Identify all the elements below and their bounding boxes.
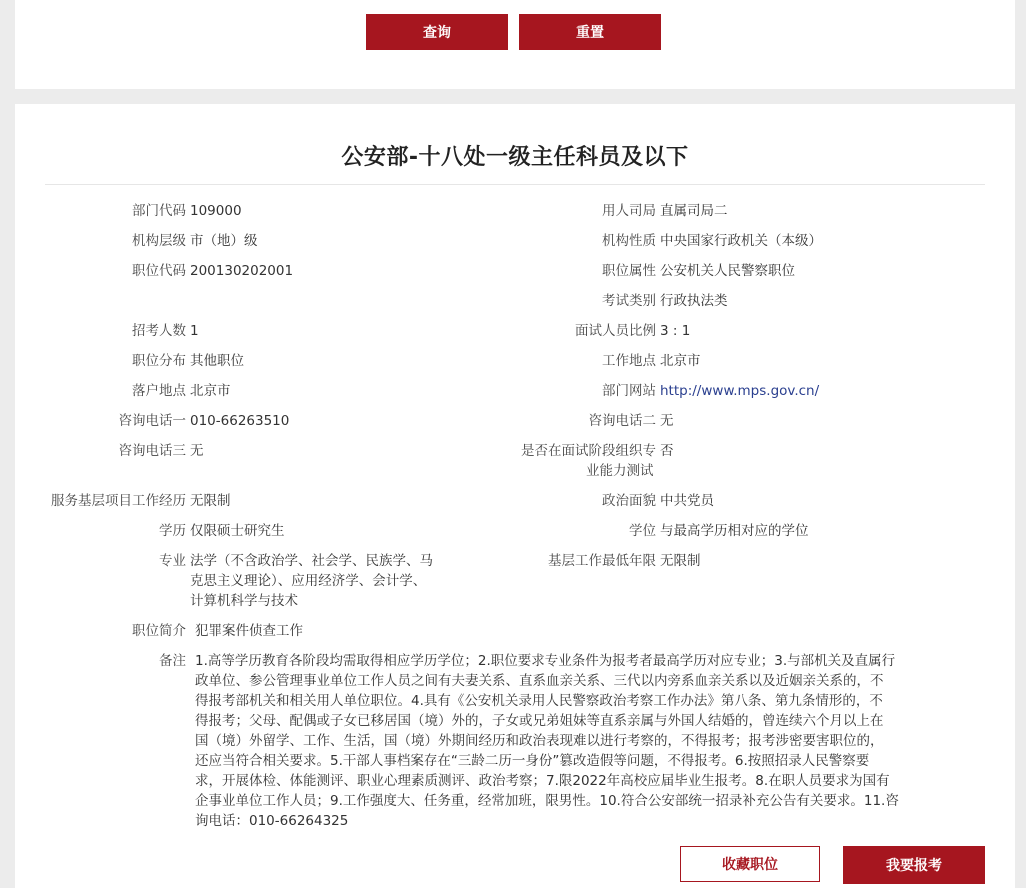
remarks-label: 备注 [159, 653, 186, 669]
org-nature-value: 中央国家行政机关（本级） [660, 233, 822, 249]
special-test-label-line1: 是否在面试阶段组织专 [521, 443, 656, 459]
degree-value: 与最高学历相对应的学位 [660, 523, 809, 539]
dept-code-value: 109000 [190, 203, 242, 219]
min-years-label: 基层工作最低年限 [548, 553, 656, 569]
hukou-location-value: 北京市 [190, 383, 231, 399]
hiring-bureau-value: 直属司局二 [660, 203, 728, 219]
phone1-value: 010-66263510 [190, 413, 290, 429]
education-label: 学历 [159, 523, 186, 539]
org-level-value: 市（地）级 [190, 233, 258, 249]
grassroots-project-value: 无限制 [190, 493, 231, 509]
reset-button[interactable]: 重置 [519, 14, 661, 50]
education-value: 仅限硕士研究生 [190, 523, 285, 539]
position-code-label: 职位代码 [132, 263, 186, 279]
special-test-value: 否 [660, 443, 674, 459]
position-dist-value: 其他职位 [190, 353, 244, 369]
dept-website-label: 部门网站 [602, 383, 656, 399]
dept-website-link[interactable]: http://www.mps.gov.cn/ [660, 383, 820, 399]
major-value-line3: 计算机科学与技术 [190, 593, 298, 609]
search-panel [15, 0, 1015, 89]
exam-type-value: 行政执法类 [660, 293, 728, 309]
interview-ratio-label: 面试人员比例 [575, 323, 656, 339]
position-attr-value: 公安机关人民警察职位 [660, 263, 795, 279]
remarks-line: 得报考；父母、配偶或子女已移居国（境）外的，子女或兄弟姐妹等直系亲属与外国人结婚的，曾连续六个月以上在 [195, 713, 884, 729]
remarks-line: 企事业单位工作人员；9.工作强度大、任务重，经常加班，限男性。10.符合公安部统一招录补充公告有关要求。11.咨 [195, 793, 899, 809]
remarks-line: 政单位、参公管理事业单位工作人员之间有夫妻关系、直系血亲关系、三代以内旁系血亲关系以及近姻亲关系的，不 [195, 673, 884, 689]
query-button[interactable]: 查询 [366, 14, 508, 50]
work-location-value: 北京市 [660, 353, 701, 369]
remarks-line: 求，开展体检、体能测评、职业心理素质测评、政治考察；7.限2022年高校应届毕业生报考。8.在职人员要求为国有 [195, 773, 890, 789]
apply-button[interactable]: 我要报考 [843, 846, 985, 884]
recruit-count-value: 1 [190, 323, 199, 339]
remarks-text [195, 651, 935, 831]
remarks-line: 询电话：010-66264325 [195, 813, 349, 829]
position-dist-label: 职位分布 [132, 353, 186, 369]
description-value: 犯罪案件侦查工作 [195, 623, 303, 639]
remarks-line: 得报考部机关和相关用人单位职位。4.具有《公安机关录用人民警察政治考察工作办法》第八条、第九条情形的，不 [195, 693, 883, 709]
org-level-label: 机构层级 [132, 233, 186, 249]
interview-ratio-value: 3 : 1 [660, 323, 691, 339]
title-divider [45, 184, 985, 185]
description-label: 职位简介 [132, 623, 186, 639]
phone2-value: 无 [660, 413, 674, 429]
min-years-value: 无限制 [660, 553, 701, 569]
major-label: 专业 [159, 553, 186, 569]
degree-label: 学位 [629, 523, 656, 539]
work-location-label: 工作地点 [602, 353, 656, 369]
job-title: 公安部-十八处一级主任科员及以下 [341, 145, 689, 170]
hiring-bureau-label: 用人司局 [602, 203, 656, 219]
phone1-label: 咨询电话一 [118, 413, 186, 429]
political-status-value: 中共党员 [660, 493, 714, 509]
major-value-line2: 克思主义理论）、应用经济学、会计学、 [190, 573, 427, 589]
position-code-value: 200130202001 [190, 263, 294, 279]
political-status-label: 政治面貌 [602, 493, 656, 509]
major-value-line1: 法学（不含政治学、社会学、民族学、马 [190, 553, 433, 569]
phone3-value: 无 [190, 443, 204, 459]
remarks-line: 还应当符合相关要求。5.干部人事档案存在“三龄二历一身份”篡改造假等问题，不得报考。6.按照招录人民警察要 [195, 753, 870, 769]
exam-type-label: 考试类别 [602, 293, 656, 309]
favorite-position-button[interactable]: 收藏职位 [680, 846, 820, 882]
remarks-line: 国（境）外留学、工作、生活，国（境）外期间经历和政治表现难以进行考察的，不得报考；报考涉密要害职位的， [195, 733, 884, 749]
recruit-count-label: 招考人数 [132, 323, 186, 339]
hukou-location-label: 落户地点 [132, 383, 186, 399]
special-test-label-line2: 业能力测试 [586, 463, 654, 479]
org-nature-label: 机构性质 [602, 233, 656, 249]
remarks-line: 1.高等学历教育各阶段均需取得相应学历学位；2.职位要求专业条件为报考者最高学历对应专业；3.与部机关及直属行 [195, 653, 896, 669]
grassroots-project-label: 服务基层项目工作经历 [51, 493, 186, 509]
phone3-label: 咨询电话三 [118, 443, 186, 459]
position-attr-label: 职位属性 [602, 263, 656, 279]
phone2-label: 咨询电话二 [588, 413, 656, 429]
dept-code-label: 部门代码 [132, 203, 186, 219]
